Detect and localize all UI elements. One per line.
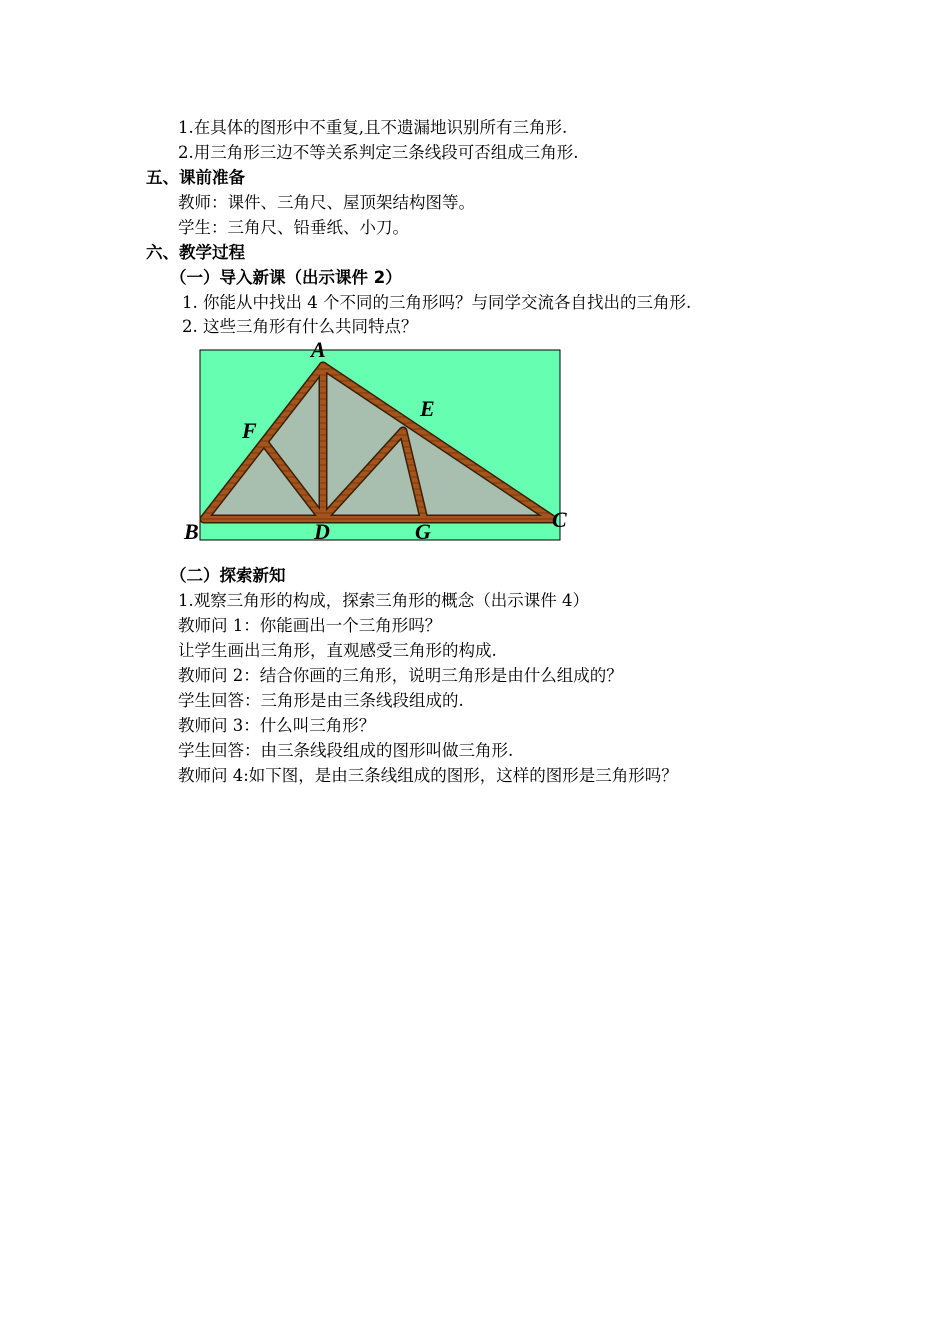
text-line: 2. 这些三角形有什么共同特点？ [182, 317, 418, 336]
text-line: 1. 你能从中找出 4 个不同的三角形吗？与同学交流各自找出的三角形. [182, 293, 692, 312]
text-line: 教师问 1：你能画出一个三角形吗？ [178, 616, 442, 635]
roof-truss-figure [180, 336, 580, 548]
text-line: 1.在具体的图形中不重复,且不遗漏地识别所有三角形. [178, 118, 568, 137]
text-line: 2.用三角形三边不等关系判定三条线段可否组成三角形. [178, 143, 579, 162]
vertex-label-d: D [314, 519, 330, 544]
subsection-heading: （一）导入新课（出示课件 2） [170, 268, 402, 287]
text-line: 学生回答：由三条线段组成的图形叫做三角形. [178, 741, 514, 760]
section-heading: 六、教学过程 [146, 243, 245, 262]
text-line: 学生回答：三角形是由三条线段组成的. [178, 691, 464, 710]
vertex-label-a: A [311, 337, 326, 362]
text-line: 教师问 2：结合你画的三角形，说明三角形是由什么组成的？ [178, 666, 623, 685]
text-line: 教师：课件、三角尺、屋顶架结构图等。 [178, 193, 475, 212]
section-heading: 五、课前准备 [146, 168, 245, 187]
text-line: 1.观察三角形的构成，探索三角形的概念（出示课件 4） [178, 591, 589, 610]
text-line: 教师问 3：什么叫三角形？ [178, 716, 376, 735]
vertex-label-e: E [420, 396, 435, 421]
text-line: 让学生画出三角形，直观感受三角形的构成. [178, 641, 497, 660]
vertex-label-g: G [415, 519, 431, 544]
subsection-heading: （二）探索新知 [170, 566, 286, 585]
vertex-label-f: F [242, 418, 257, 443]
text-line: 学生：三角尺、铅垂纸、小刀。 [178, 218, 409, 237]
vertex-label-b: B [184, 519, 199, 544]
vertex-label-c: C [552, 507, 567, 532]
text-line: 教师问 4:如下图，是由三条线组成的图形，这样的图形是三角形吗？ [178, 766, 678, 785]
